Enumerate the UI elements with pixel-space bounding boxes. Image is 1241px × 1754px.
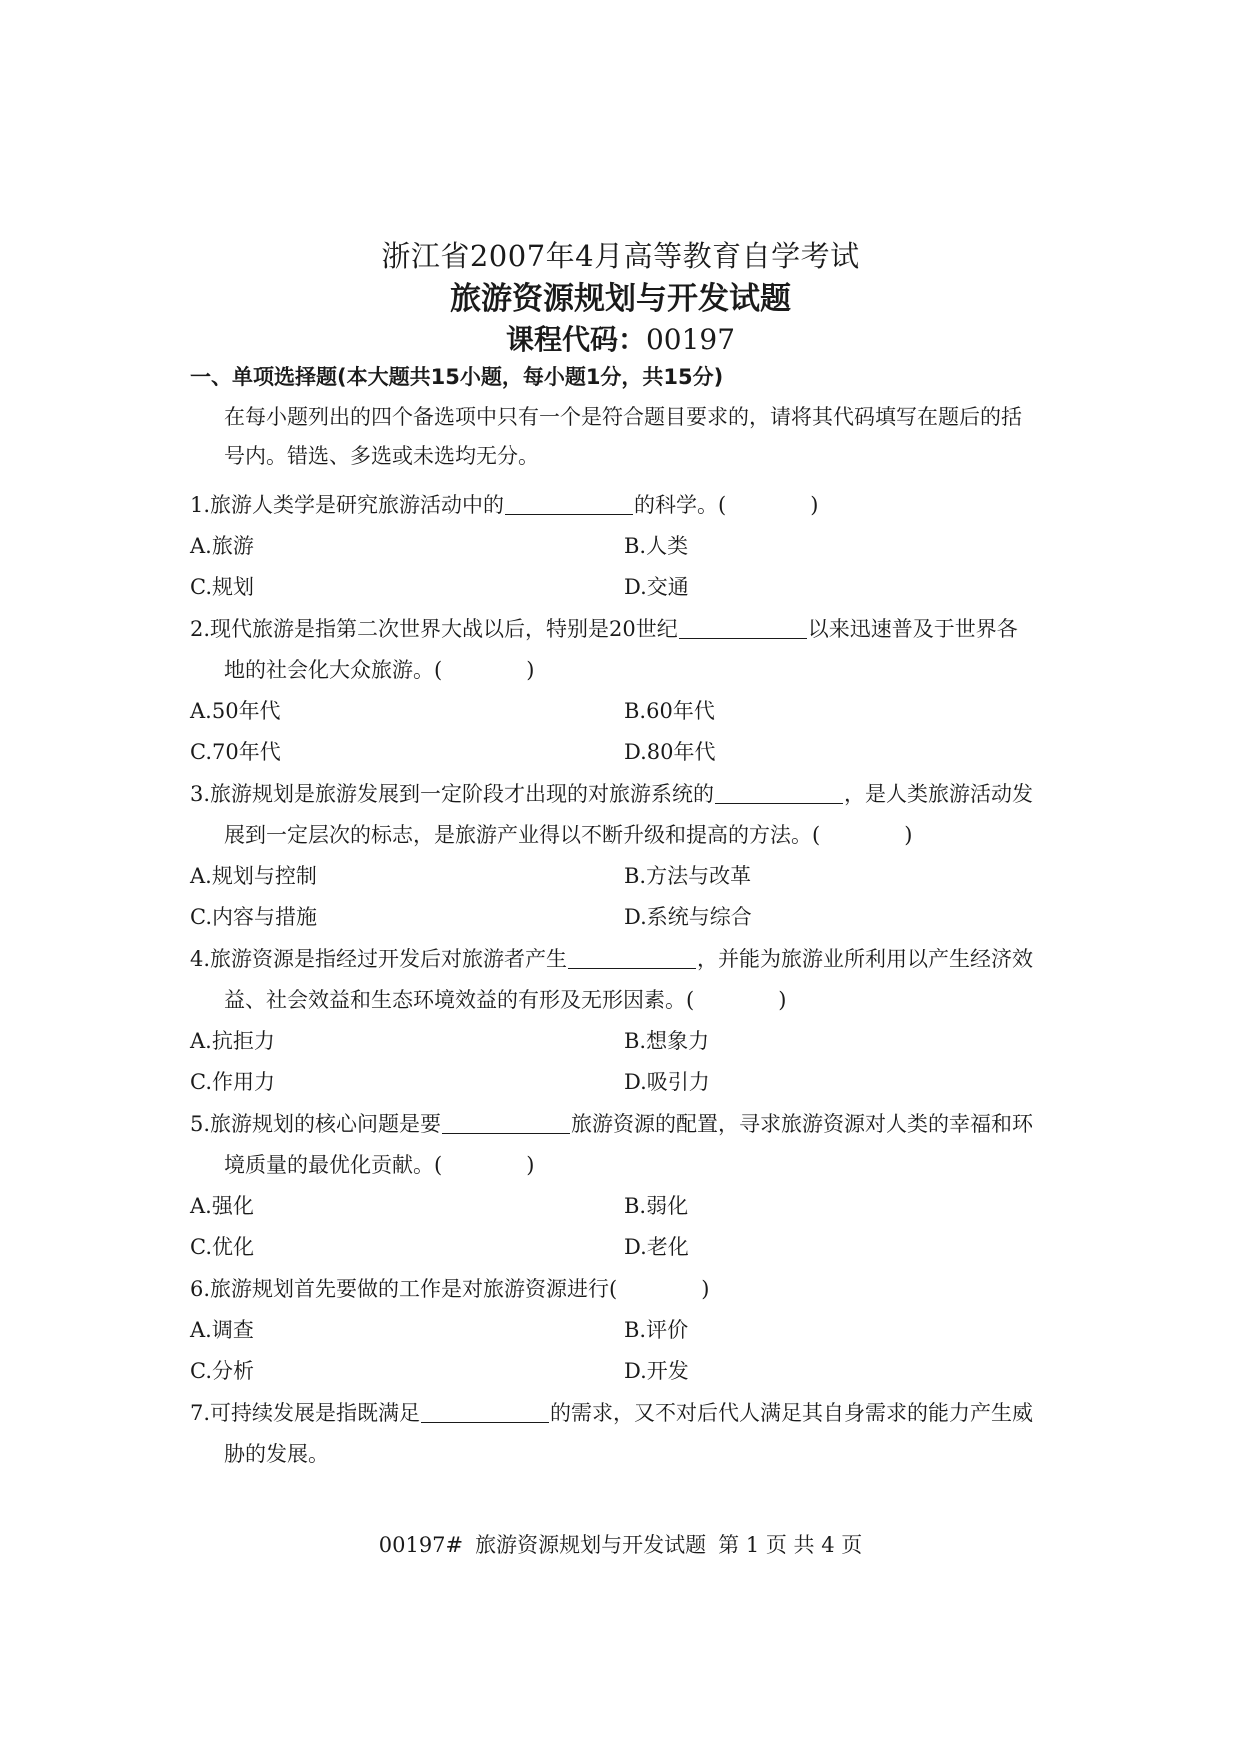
question-5-text-cont: 境质量的最优化贡献。( ) xyxy=(224,1153,535,1177)
question-6-option-c: C.分析 xyxy=(190,1359,254,1383)
question-3-option-d: D.系统与综合 xyxy=(624,905,752,929)
question-5-option-a: A.强化 xyxy=(190,1194,254,1218)
footer-code: 00197# xyxy=(378,1533,464,1557)
question-6-option-b: B.评价 xyxy=(624,1318,689,1342)
question-4-option-b: B.想象力 xyxy=(624,1029,710,1053)
question-2-text-cont: 地的社会化大众旅游。( ) xyxy=(224,658,535,682)
question-5-option-c: C.优化 xyxy=(190,1235,254,1259)
section-title: 一、单项选择题(本大题共15小题，每小题1分，共15分) xyxy=(190,365,724,389)
question-3-text-cont: 展到一定层次的标志，是旅游产业得以不断升级和提高的方法。( ) xyxy=(224,823,913,847)
question-2-option-d: D.80年代 xyxy=(624,740,716,764)
section-instruction: 在每小题列出的四个备选项中只有一个是符合题目要求的，请将其代码填写在题后的括 xyxy=(224,405,1022,429)
question-5-text: 5.旅游规划的核心问题是要 旅游资源的配置，寻求旅游资源对人类的幸福和环 xyxy=(190,1112,1034,1136)
question-4-option-a: A.抗拒力 xyxy=(190,1029,275,1053)
question-2-option-b: B.60年代 xyxy=(624,699,715,723)
question-2-text: 2.现代旅游是指第二次世界大战以后，特别是20世纪 以来迅速普及于世界各 xyxy=(190,617,1018,641)
course-code-label: 课程代码： xyxy=(505,323,646,356)
question-6-text: 6.旅游规划首先要做的工作是对旅游资源进行( ) xyxy=(190,1277,710,1301)
course-code xyxy=(0,320,1241,360)
question-4-text: 4.旅游资源是指经过开发后对旅游者产生 ，并能为旅游业所利用以产生经济效 xyxy=(190,947,1034,971)
exam-header-line: 浙江省2007年4月高等教育自学考试 xyxy=(381,239,860,273)
question-5-option-b: B.弱化 xyxy=(624,1194,689,1218)
exam-subject-title: 旅游资源规划与开发试题 xyxy=(450,281,791,317)
answer-blank xyxy=(505,494,633,515)
question-1-option-b: B.人类 xyxy=(624,534,689,558)
course-code-value: 00197 xyxy=(645,323,736,356)
answer-blank xyxy=(568,948,696,969)
question-6-option-d: D.开发 xyxy=(624,1359,689,1383)
section-instruction-cont: 号内。错选、多选或未选均无分。 xyxy=(224,444,539,468)
page-number: 第 1 页 共 4 页 xyxy=(718,1533,863,1557)
question-1-text: 1.旅游人类学是研究旅游活动中的 的科学。( ) xyxy=(190,493,819,517)
answer-blank xyxy=(679,618,807,639)
question-6-option-a: A.调查 xyxy=(190,1318,254,1342)
footer-title: 旅游资源规划与开发试题 xyxy=(475,1533,707,1557)
question-3-text: 3.旅游规划是旅游发展到一定阶段才出现的对旅游系统的 ，是人类旅游活动发 xyxy=(190,782,1034,806)
question-2-option-c: C.70年代 xyxy=(190,740,281,764)
question-1-option-c: C.规划 xyxy=(190,575,254,599)
question-3-option-c: C.内容与措施 xyxy=(190,905,317,929)
question-2-option-a: A.50年代 xyxy=(190,699,281,723)
question-7-text-cont: 胁的发展。 xyxy=(224,1442,329,1466)
answer-blank xyxy=(421,1402,549,1423)
question-3-option-b: B.方法与改革 xyxy=(624,864,752,888)
answer-blank xyxy=(442,1113,570,1134)
question-4-text-cont: 益、社会效益和生态环境效益的有形及无形因素。( ) xyxy=(224,988,787,1012)
question-1-option-a: A.旅游 xyxy=(190,534,254,558)
question-4-option-d: D.吸引力 xyxy=(624,1070,710,1094)
page-footer xyxy=(0,1530,1241,1560)
question-4-option-c: C.作用力 xyxy=(190,1070,275,1094)
question-1-option-d: D.交通 xyxy=(624,575,689,599)
question-5-option-d: D.老化 xyxy=(624,1235,689,1259)
question-7-text: 7.可持续发展是指既满足 的需求，又不对后代人满足其自身需求的能力产生威 xyxy=(190,1401,1034,1425)
answer-blank xyxy=(715,783,843,804)
question-3-option-a: A.规划与控制 xyxy=(190,864,317,888)
